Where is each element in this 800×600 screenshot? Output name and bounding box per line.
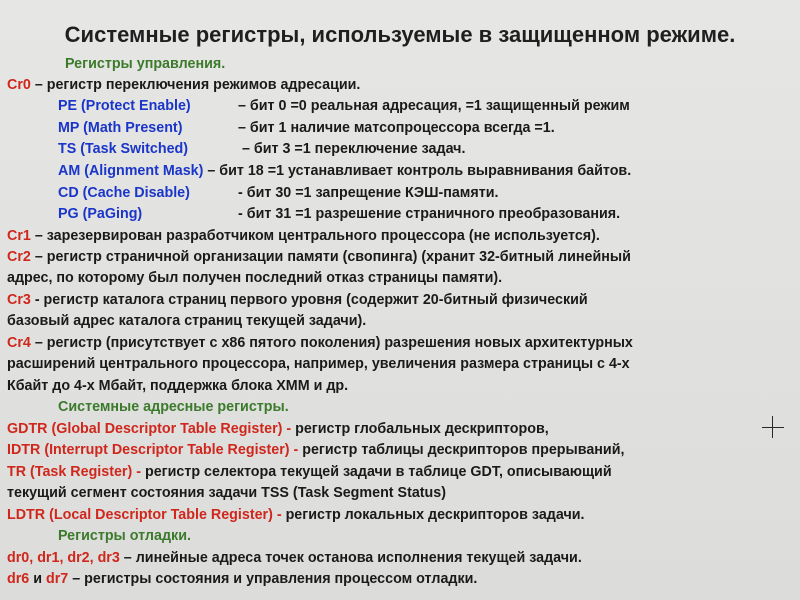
idtr-desc: регистр таблицы дескрипторов прерываний, <box>298 442 625 458</box>
control-registers-heading: Регистры управления. <box>65 56 226 72</box>
dr6-name: dr6 <box>7 571 30 587</box>
bit-ts-line <box>58 140 465 159</box>
cr3-name: Cr3 <box>7 292 31 308</box>
bit-cd-desc: - бит 30 =1 запрещение КЭШ-памяти. <box>238 185 499 201</box>
gdtr-name: GDTR (Global Descriptor Table Register) - <box>7 421 292 437</box>
bit-pg-name: PG (PaGing) <box>58 206 143 222</box>
cr4-line-2: расширений центрального процессора, например, увеличения размера страницы с 4-х <box>7 356 630 372</box>
cr4-desc: – регистр (присутствует с x86 пятого поколения) разрешения новых архитектурных <box>30 335 633 351</box>
bit-cd-name: CD (Cache Disable) <box>58 185 190 201</box>
bit-cd-line <box>58 184 499 203</box>
bit-pe-line <box>58 97 630 116</box>
bit-am-line <box>58 162 631 181</box>
tr-line-2: текущий сегмент состояния задачи TSS (Task Segment Status) <box>7 485 446 501</box>
cr0-line <box>7 76 360 95</box>
bit-am-name: AM (Alignment Mask) <box>58 163 204 179</box>
bit-pe-desc: – бит 0 =0 реальная адресация, =1 защищенный режим <box>238 98 630 114</box>
dr0-3-desc: – линейные адреса точек останова исполнения текущей задачи. <box>119 550 582 566</box>
bit-mp-line <box>58 119 555 138</box>
dr7-name: dr7 <box>45 571 69 587</box>
page-title: Системные регистры, используемые в защищенном режиме. <box>64 22 736 47</box>
cr4-name: Cr4 <box>7 335 31 351</box>
debug-registers-heading: Регистры отладки. <box>58 528 191 544</box>
dr0-3-name: dr0, dr1, dr2, dr3 <box>7 550 120 566</box>
tr-desc: регистр селектора текущей задачи в таблице GDT, описывающий <box>141 464 612 480</box>
dr6-7-line <box>7 570 477 589</box>
idtr-name: IDTR (Interrupt Descriptor Table Register) - <box>7 442 299 458</box>
bit-ts-name: TS (Task Switched) <box>58 141 189 157</box>
bit-pg-line <box>58 205 620 224</box>
cr2-line <box>7 248 631 267</box>
cr4-line-3: Кбайт до 4-х Мбайт, поддержка блока XMM и др. <box>7 378 349 394</box>
ldtr-desc: регистр локальных дескрипторов задачи. <box>281 507 585 523</box>
cr3-desc: - регистр каталога страниц первого уровня (содержит 20-битный физический <box>30 292 588 308</box>
bit-ts-desc: – бит 3 =1 переключение задач. <box>238 141 466 157</box>
cr3-line-2: базовый адрес каталога страниц текущей задачи). <box>7 313 367 329</box>
ldtr-line <box>7 506 585 525</box>
address-registers-heading: Системные адресные регистры. <box>58 399 289 415</box>
cr2-line-2: адрес, по которому был получен последний отказ страницы памяти). <box>7 270 503 286</box>
cr0-desc: – регистр переключения режимов адресации. <box>30 77 361 93</box>
cr2-name: Cr2 <box>7 249 31 265</box>
ldtr-name: LDTR (Local Descriptor Table Register) - <box>7 507 282 523</box>
cr1-line <box>7 227 600 246</box>
cr0-name: Cr0 <box>7 77 31 93</box>
gdtr-line <box>7 420 549 439</box>
cr4-line <box>7 334 633 353</box>
tr-name: TR (Task Register) - <box>7 464 141 480</box>
idtr-line <box>7 441 624 460</box>
bit-pg-desc: - бит 31 =1 разрешение страничного преобразования. <box>238 206 621 222</box>
dr0-3-line <box>7 549 582 568</box>
crosshair-cursor-h-icon <box>762 427 784 428</box>
dr6-7-desc: – регистры состояния и управления процессом отладки. <box>68 571 478 587</box>
cr3-line <box>7 291 588 310</box>
tr-line <box>7 463 612 482</box>
cr1-desc: – зарезервирован разработчиком центрального процессора (не используется). <box>30 228 600 244</box>
bit-mp-desc: – бит 1 наличие матсопроцессора всегда =1. <box>238 120 555 136</box>
gdtr-desc: регистр глобальных дескрипторов, <box>291 421 549 437</box>
cr2-desc: – регистр страничной организации памяти (свопинга) (хранит 32-битный линейный <box>30 249 631 265</box>
dr6-7-and: и <box>29 571 46 587</box>
bit-mp-name: MP (Math Present) <box>58 120 183 136</box>
cr1-name: Cr1 <box>7 228 31 244</box>
bit-pe-name: PE (Protect Enable) <box>58 98 191 114</box>
bit-am-desc: – бит 18 =1 устанавливает контроль выравнивания байтов. <box>203 163 632 179</box>
